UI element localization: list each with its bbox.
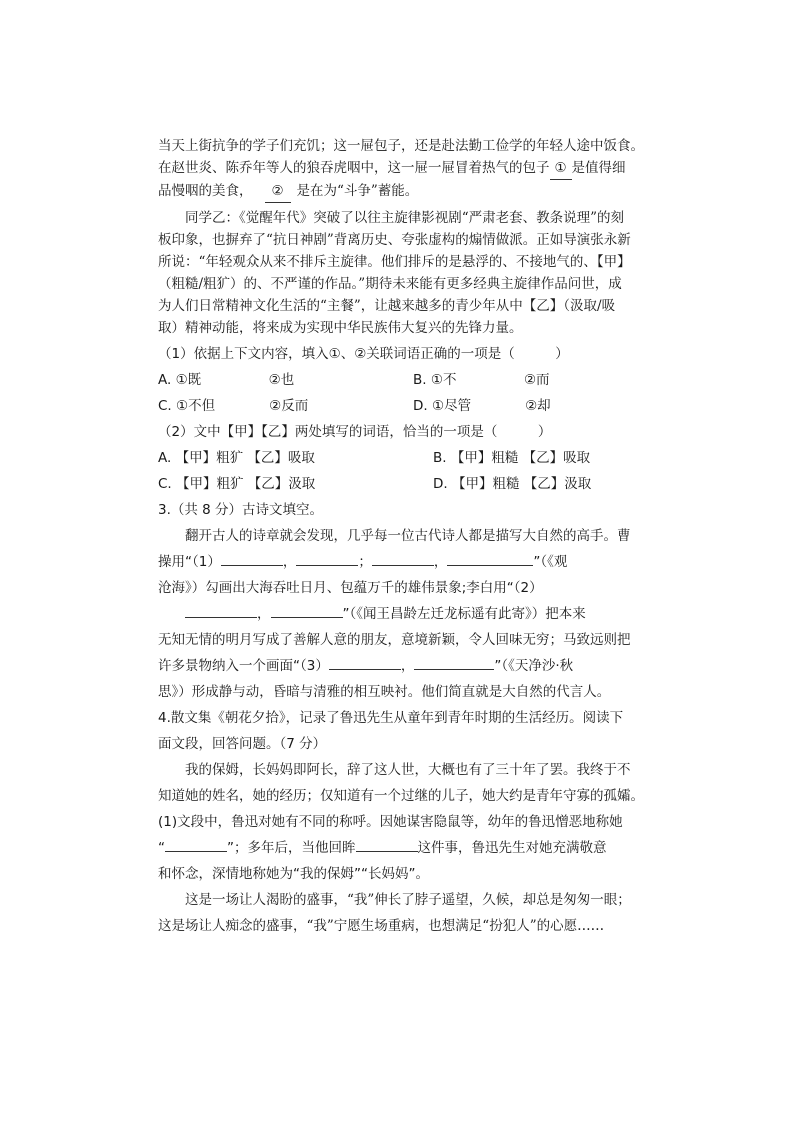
fill-blank[interactable] <box>329 654 401 670</box>
option-b[interactable]: B. 【甲】粗糙 【乙】吸取 <box>433 450 591 466</box>
text-line <box>158 549 636 575</box>
fill-blank[interactable] <box>165 836 227 852</box>
question-title: 4.散文集《朝花夕拾》，记录了鲁迅先生从童年到青年时期的生活经历。阅读下 <box>158 710 624 726</box>
text-line <box>158 601 636 627</box>
text-line: 同学乙：《觉醒年代》突破了以往主旋律影视剧“严肃老套、教条说理”的刻 <box>185 210 625 226</box>
text-segment: ”（《天净沙·秋 <box>494 658 574 674</box>
fill-blank[interactable] <box>356 836 418 852</box>
text-line: 无知无情的明月写成了善解人意的朋友，意境新颖，令人回味无穷；马致远则把 <box>158 632 631 648</box>
option-row <box>158 367 636 393</box>
question-3 <box>158 497 636 705</box>
blank-marker-2: ② <box>265 180 291 203</box>
text-segment: 许多景物纳入一个画面“（3） <box>158 658 329 674</box>
text-line <box>158 180 636 203</box>
text-line <box>158 157 636 180</box>
text-segment: 是值得细 <box>571 160 626 176</box>
question-title: 面文段，回答问题。（7 分） <box>158 736 327 752</box>
fill-blank[interactable] <box>296 550 358 566</box>
text-line: 思》）形成静与动，昏暗与清雅的相互映衬。他们简直就是大自然的代言人。 <box>158 684 611 700</box>
fill-blank[interactable] <box>447 550 533 566</box>
question-2 <box>158 419 636 497</box>
fill-blank[interactable] <box>221 550 283 566</box>
option-a[interactable]: A. ①既 ②也 <box>158 372 295 388</box>
text-segment: 品慢咽的美食， <box>158 183 253 199</box>
question-1 <box>158 341 636 419</box>
option-row <box>158 471 636 497</box>
text-segment: ， <box>257 606 271 622</box>
option-row <box>158 445 636 471</box>
question-stem: （2）文中【甲】【乙】两处填写的词语，恰当的一项是（ ） <box>158 424 552 440</box>
question-4 <box>158 705 644 939</box>
option-c[interactable]: C. ①不但 ②反而 <box>158 398 309 414</box>
fill-blank[interactable] <box>372 550 434 566</box>
question-stem: （1）依据上下文内容，填入①、②关联词语正确的一项是（ ） <box>158 346 569 362</box>
passage-line: 知道她的姓名，她的经历；仅知道有一个过继的儿子，她大约是青年守寡的孤孀。 <box>158 788 644 804</box>
question-title: 3.（共 8 分）古诗文填空。 <box>158 502 324 518</box>
text-segment: ， <box>433 554 448 570</box>
blank-marker-1: ① <box>550 157 572 180</box>
passage-line: 我的保姆，长妈妈即阿长，辞了这人世，大概也有了三十年了罢。我终于不 <box>185 762 631 778</box>
text-segment: ”；多年后，当他回眸 <box>227 840 356 856</box>
text-line: 所说：“年轻观众从来不排斥主旋律。他们排斥的是悬浮的、不接地气的、【甲】 <box>158 254 631 270</box>
subquestion-line: (1)文段中，鲁迅对她有不同的称呼。因她谋害隐鼠等，幼年的鲁迅憎恶地称她 <box>158 814 623 830</box>
text-segment: 是在为“斗争”蓄能。 <box>296 183 419 199</box>
option-a[interactable]: A. 【甲】粗犷 【乙】吸取 <box>158 450 315 466</box>
fill-blank[interactable] <box>271 602 343 618</box>
text-line: 板印象，也摒弃了“抗日神剧”背离历史、夸张虚构的煽情做派。正如导演张永新 <box>158 232 631 248</box>
passage-line: 这是一场让人渴盼的盛事，“我”伸长了脖子遥望，久候，却总是匆匆一眼； <box>185 892 631 908</box>
subquestion-line <box>158 835 636 861</box>
text-segment: ”（《闻王昌龄左迁龙标遥有此寄》）把本来 <box>342 606 586 622</box>
text-line: 为人们日常精神文化生活的“主餐”，让越来越多的青少年从中【乙】（汲取/吸 <box>158 298 616 314</box>
text-line: 当天上街抗争的学子们充饥；这一屉包子，还是赴法勤工俭学的年轻人途中饭食。 <box>158 138 644 154</box>
text-line: 取）精神动能，将来成为实现中华民族伟大复兴的先锋力量。 <box>158 320 523 336</box>
text-line <box>158 653 636 679</box>
option-b[interactable]: B. ①不 ②而 <box>413 372 550 388</box>
text-line: 沧海》）勾画出大海吞吐日月、包蕴万千的雄伟景象;李白用“（2） <box>158 580 543 596</box>
text-segment: 这件事，鲁迅先生对她充满敬意 <box>417 840 607 856</box>
text-segment: ， <box>400 658 415 674</box>
text-segment: 在赵世炎、陈乔年等人的狼吞虎咽中，这一屉一屉冒着热气的包子 <box>158 160 550 176</box>
text-segment: ”（《观 <box>533 554 568 570</box>
text-line: 翻开古人的诗章就会发现，几乎每一位古代诗人都是描写大自然的高手。曹 <box>185 528 631 544</box>
option-row <box>158 393 636 419</box>
text-segment: ； <box>358 554 372 570</box>
option-c[interactable]: C. 【甲】粗犷 【乙】汲取 <box>158 476 316 492</box>
passage-part-2 <box>158 207 636 339</box>
passage-line: 这是场让人痴念的盛事，“我”宁愿生场重病，也想满足“扮犯人”的心愿…… <box>158 918 605 934</box>
text-segment: “ <box>158 840 165 856</box>
passage-part-1 <box>158 135 644 203</box>
fill-blank[interactable] <box>414 654 494 670</box>
option-d[interactable]: D. 【甲】粗糙 【乙】汲取 <box>433 476 592 492</box>
text-line: （粗糙/粗犷）的、不严谨的作品。”期待未来能有更多经典主旋律作品问世，成 <box>158 276 622 292</box>
option-d[interactable]: D. ①尽管 ②却 <box>413 398 551 414</box>
fill-blank[interactable] <box>185 602 257 618</box>
text-segment: ， <box>282 554 297 570</box>
exam-content <box>158 135 644 939</box>
text-segment: 操用“（1） <box>158 554 221 570</box>
subquestion-line: 和怀念，深情地称她为“我的保姆”“长妈妈”。 <box>158 866 429 882</box>
